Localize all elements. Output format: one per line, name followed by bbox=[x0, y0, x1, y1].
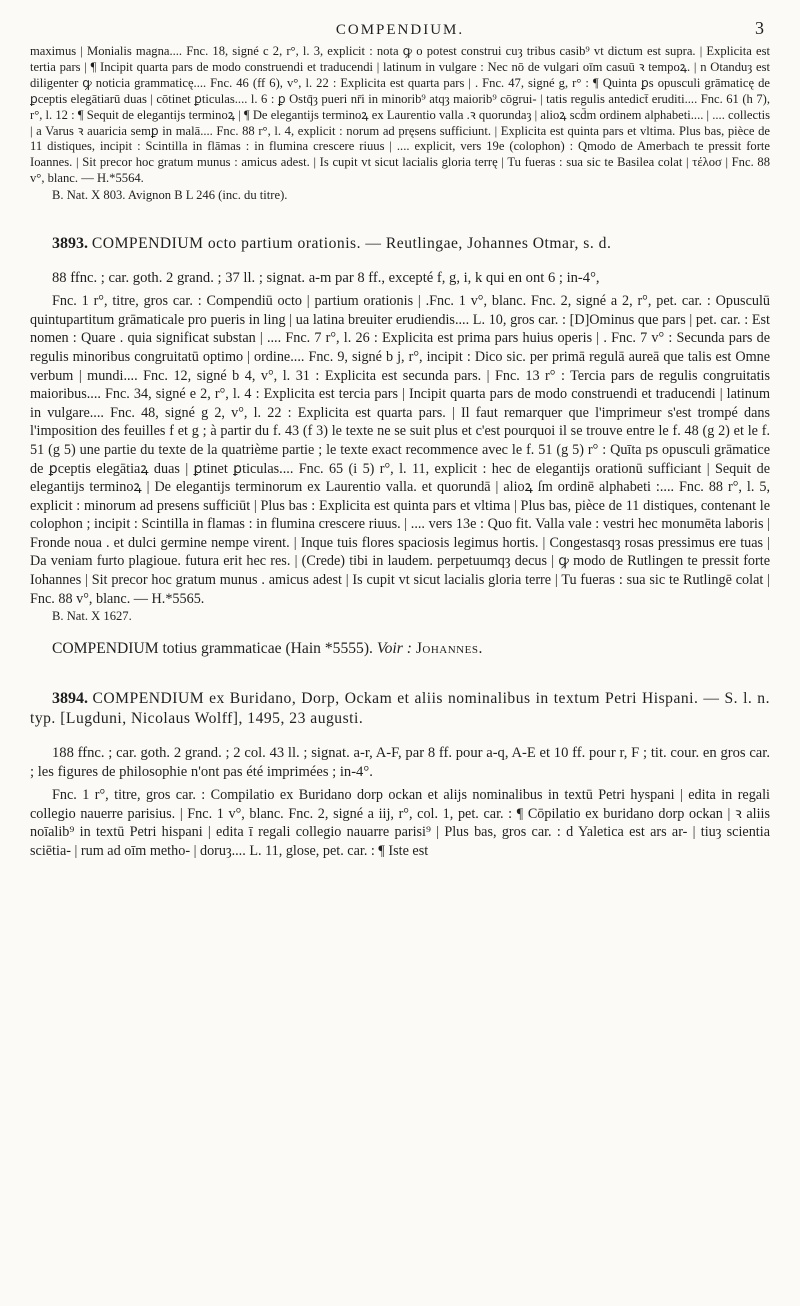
entry-3893 bbox=[30, 234, 770, 626]
entry-3893-heading bbox=[30, 234, 770, 254]
entry-continued-text: maximus | Monialis magna.... Fnc. 18, signé c 2, r°, l. 3, explicit : nota ꝙ o potest construi cuȝ tribus casib⁹ vt dictum est supra. | Explicita est tertia pars | ¶ Incipit quarta pars de modo construendi et traducendi | latinum in vulgare : Nec nō de vulgari oīm casuū ꝛ tempoꝝ. | n Otanduȝ est diligenter ꝙ noticia grammaticę.... Fnc. 46 (ff 6), v°, l. 22 : Explicita est quarta pars | . Fnc. 47, signé g, r° : ¶ Quinta ꝑs opusculi grāmaticę de ꝑceptis elegātiarū duas | cōtinet ꝑticulas.... l. 6 : ꝑ Ostq̄ȝ pueri nr̄i in minorib⁹ atqȝ maiorib⁹ cōgrui- | tatis regulis antedict̄ eruditi.... Fnc. 61 (h 7), r°, l. 12 : ¶ Sequit de elegantijs terminoꝝ | ¶ De elegantijs terminoꝝ ex Laurentio valla .ꝛ quorundaȝ | alioꝝ scd̄m ordinem alphabeti.... | .... collectis | a Varus ꝛ auaricia semꝑ in malā.... Fnc. 88 r°, l. 4, explicit : norum ad pręsens sufficiunt. | Explicita est quinta pars et vltima. Plus bas, pièce de 11 distiques, incipit : Scintilla in flāmas : in flumina crescere riuus | .... explicit, vers 19e (colophon) : Qmodo de Amerbach te pressit forte Ioannes. | Sit precor hoc gratum munus : amicus adest. | Is cupit vt sicut lacialis gloria terrę | Tu fueras : sua sic te Basilea colat | τέλοσ | Fnc. 88 v°, blanc. — H.*5564. bbox=[30, 44, 770, 186]
entry-3893-number: 3893. bbox=[52, 234, 88, 252]
entry-continued-citation: B. Nat. X 803. Avignon B L 246 (inc. du titre). bbox=[52, 188, 288, 203]
cross-reference-link[interactable]: Johannes. bbox=[415, 640, 483, 658]
entry-3894-collation: 188 ffnc. ; car. goth. 2 grand. ; 2 col. 43 ll. ; signat. a-r, A-F, par 8 ff. pour a-q, A-E et 10 ff. pour r, F ; tit. cour. en gros car. ; les figures de philosophie n'ont pas été imprimées ; in-4°. bbox=[30, 745, 770, 781]
entry-3894-number: 3894. bbox=[52, 689, 88, 707]
entry-3894-title: COMPENDIUM ex Buridano, Dorp, Ockam et aliis nominalibus in textum Petri Hispani. — S. l. n. typ. [Lugduni, Nicolaus Wolff], 1495, 23 augusti. bbox=[30, 689, 770, 727]
entry-3894-description: Fnc. 1 r°, titre, gros car. : Compilatio ex Buridano dorp ockan et alijs nominalibus in textū Petri hyspani | edita in regali collegio nauerre parisius. | Fnc. 1 v°, blanc. Fnc. 2, signé a iij, r°, col. 1, pet. car. : ¶ Cōpilatio ex buridano dorp ockan | ꝛ aliis noīalib⁹ in textū Petri hispani | edita ī regali collegio nauarre parisi⁹ | Plus bas, gros car. : d Yaletica est ars ar- | tiuȝ scientia sciētia- | rum ad oīm metho- | doruȝ.... L. 11, glose, pet. car. : ¶ Iste est bbox=[30, 787, 770, 859]
page-number: 3 bbox=[755, 18, 764, 38]
entry-3893-citation: B. Nat. X 1627. bbox=[52, 609, 132, 624]
cross-reference-title: COMPENDIUM totius grammaticae (Hain *5555). bbox=[52, 640, 373, 658]
entry-3894-heading bbox=[30, 689, 770, 729]
entry-continued bbox=[30, 44, 770, 204]
entry-3894 bbox=[30, 689, 770, 861]
entry-3893-title: COMPENDIUM octo partium orationis. — Reutlingae, Johannes Otmar, s. d. bbox=[91, 234, 612, 252]
entry-3893-collation: 88 ffnc. ; car. goth. 2 grand. ; 37 ll. ; signat. a-m par 8 ff., excepté f, g, i, k qui en ont 6 ; in-4°, bbox=[52, 270, 600, 287]
running-title: COMPENDIUM. bbox=[335, 22, 465, 38]
entry-3893-description: Fnc. 1 r°, titre, gros car. : Compendiū octo | partium orationis | .Fnc. 1 v°, blanc. Fnc. 2, signé a 2, r°, pet. car. : Opusculū quintupartitum grāmaticale pro pueris in ling | ua latina breuiter erudiendis.... L. 10, gros car. : [D]Ominus que pars | pet. car. : Est nomen : Quare . quia significat substan | .... Fnc. 7 r°, l. 26 : Explicita est prima pars huius operis | . Fnc. 7 v° : Secunda pars de regulis minoribus congruitatū optimo | ordine.... Fnc. 9, signé b j, r°, incipit : Dico sic. per primā regulā aureā que talis est Omne verbum | mundi.... Fnc. 12, signé b 4, v°, l. 31 : Explicita est secunda pars. | Fnc. 13 r° : Tercia pars de regulis congruitatis maioribus.... Fnc. 34, signé e 2, r°, l. 4 : Explicita est tercia pars | Incipit quarta pars de modo construendi et traducendi | latinum in vulgare.... Fnc. 48, signé g 2, v°, l. 22 : Explicita est quarta pars. | Il faut remarquer que l'imprimeur s'est trompé dans l'imposition des feuilles f et g ; à partir du f. 43 (f 3) le texte ne se suit plus et c'est pourquoi il se trouve entre le f. 48 (g 2) et le f. 51 (g 5) une partie du texte de la quatrième partie ; le texte exact recommence avec le f. 51 (g 5) r° : Quīta ps opusculi grāmatice de ꝑceptis elegātiaꝝ duas | ꝑtinet ꝑticulas.... Fnc. 65 (i 5) r°, l. 11, explicit : hec de elegantijs orationū sufficiant | Sequit de elegantijs terminoꝝ | De elegantijs terminorum ex Laurentio valla. et quorundā | alioꝝ ſm ordinē alphabeti :.... Fnc. 88 r°, l. 5, explicit : minorum ad presens sufficiūt | Plus bas : Explicita est quinta pars et vltima | Plus bas, pièce de 11 distiques, contenant le colophon ; incipit : Scintilla in flamas : in flumina crescere riuus. | .... vers 13e : Quo fit. Valla vale : vestri hec monumēta laboris | Fronde noua . et dulci germine nempe virent. | Inque tuis flores spaciosis legimus hortis. | Congestasqȝ rosas pressimus ere tuas | Da veniam furto plagioue. futura erit hec res. | (Crede) tibi in laudem. perpetuumqȝ decus | ꝙ modo de Rutlingen te pressit forte Iohannes | Sit precor hoc gratum munus . amicus adest | Is cupit vt sicut lacialis gloria terre | Tu fueras : sua sic te Rutlingē colat | Fnc. 88 v°, blanc. — H.*5565. bbox=[30, 293, 770, 607]
cross-reference-voir: Voir : bbox=[376, 640, 412, 658]
running-header bbox=[30, 14, 770, 44]
cross-reference bbox=[30, 639, 770, 659]
